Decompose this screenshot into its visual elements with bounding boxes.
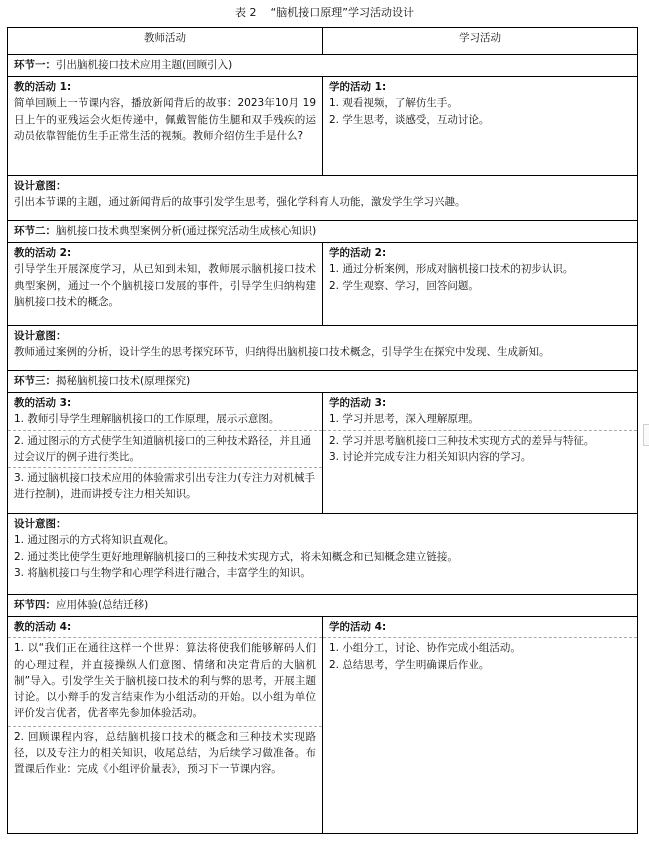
teacher-activity-item: 2. 通过图示的方式使学生知道脑机接口的三种技术路径，并且通过会议厅的例子进行类比。	[8, 430, 322, 466]
student-activity-item: 2. 学生观察、学习，回答问题。	[329, 279, 479, 292]
design-intent-row-3	[8, 514, 638, 595]
teacher-activity-text: 引导学生开展深度学习，从已知到未知，教师展示脑机接口技术典型案例，通过一个个脑机接口发展的事件，引导学生归纳构建脑机接口技术的概念。	[14, 263, 316, 308]
student-activity-item: 1. 观看视频，了解仿生手。	[329, 97, 458, 110]
table-header-row	[8, 28, 638, 55]
teacher-activity-cell	[8, 243, 323, 326]
student-activity-item: 1. 学习并思考，深入理解原理。	[329, 413, 479, 426]
design-intent-title: 设计意图：	[14, 518, 67, 530]
student-activity-title: 学的活动 2:	[329, 247, 387, 259]
stage-row-3	[8, 371, 638, 393]
column-header-teacher: 教师活动	[8, 28, 323, 55]
activity-design-table	[7, 27, 638, 834]
stage-title: 引出脑机接口技术应用主题(回顾引入)	[56, 59, 233, 71]
activity-row-1	[8, 77, 638, 176]
teacher-activity-title: 教的活动 2:	[14, 247, 72, 259]
activity-row-4	[8, 617, 638, 834]
activity-row-2	[8, 243, 638, 326]
activity-row-3	[8, 393, 638, 514]
stage-title: 揭秘脑机接口技术(原理探究)	[56, 375, 191, 387]
design-intent-text: 引出本节课的主题，通过新闻背后的故事引发学生思考，强化学科育人功能，激发学生学习兴趣。	[14, 196, 466, 209]
stage-title: 脑机接口技术典型案例分析(通过探究活动生成核心知识)	[56, 225, 317, 237]
student-activity-cell	[323, 243, 638, 326]
student-activity-title: 学的活动 4:	[329, 621, 387, 633]
teacher-activity-item: 3. 通过脑机接口技术应用的体验需求引出专注力(专注力对机械手进行控制)，进而讲授专注力相关知识。	[8, 467, 322, 503]
stage-title: 应用体验(总结迁移)	[56, 599, 149, 611]
student-activity-item: 1. 小组分工，讨论、协作完成小组活动。	[323, 637, 637, 656]
stage-label: 环节二：	[14, 225, 56, 237]
student-activity-item: 1. 通过分析案例，形成对脑机接口技术的初步认识。	[329, 263, 574, 276]
teacher-activity-title: 教的活动 1:	[14, 81, 72, 93]
student-activity-title: 学的活动 1:	[329, 81, 387, 93]
student-activity-cell	[323, 393, 638, 514]
student-activity-item: 2. 学生思考，谈感受，互动讨论。	[329, 113, 490, 126]
stage-label: 环节三：	[14, 375, 56, 387]
student-activity-title: 学的活动 3:	[329, 397, 387, 409]
teacher-activity-item: 2. 回顾课程内容，总结脑机接口技术的概念和三种技术实现路径，以及专注力的相关知识，收尾总结，为后续学习做准备。布置课后作业：完成《小组评价量表》，预习下一节课内容。	[8, 726, 322, 778]
stage-row-1	[8, 55, 638, 77]
teacher-activity-item: 1. 以“我们正在通往这样一个世界：算法将使我们能够解码人们的心理过程，并直接操纵人们意图、情绪和决定背后的大脑机制”导入。引发学生关于脑机接口技术的利与弊的思考，开展主题讨论。以小辩手的发言结束作为小组活动的开始。以小组为单位评价发言优者，优者率先参加体验活动。	[8, 637, 322, 721]
teacher-activity-cell	[8, 393, 323, 514]
page-edge-marker	[643, 424, 649, 446]
student-activity-item: 2. 总结思考，学生明确课后作业。	[329, 658, 490, 671]
teacher-activity-item: 1. 教师引导学生理解脑机接口的工作原理，展示示意图。	[14, 413, 280, 426]
table-title: “脑机接口原理”学习活动设计	[270, 6, 414, 19]
stage-label: 环节四：	[14, 599, 56, 611]
design-intent-row-2	[8, 326, 638, 371]
table-caption	[0, 4, 649, 22]
teacher-activity-title: 教的活动 3:	[14, 397, 72, 409]
column-header-student: 学习活动	[323, 28, 638, 55]
design-intent-item: 3. 将脑机接口与生物学和心理学科进行融合，丰富学生的知识。	[14, 566, 311, 579]
stage-row-4	[8, 595, 638, 617]
design-intent-item: 2. 通过类比使学生更好地理解脑机接口的三种技术实现方式，将未知概念和已知概念建立链接。	[14, 550, 458, 563]
stage-row-2	[8, 221, 638, 243]
teacher-activity-text: 简单回顾上一节课内容，播放新闻背后的故事：2023年10月 19 日上午的亚残运会火炬传递中，佩戴智能仿生腿和双手残疾的运动员依靠智能仿生手正常生活的视频。教师介绍仿生手是什么?	[14, 97, 316, 142]
design-intent-item: 1. 通过图示的方式将知识直观化。	[14, 534, 175, 547]
student-activity-item: 3. 讨论并完成专注力相关知识内容的学习。	[329, 450, 532, 463]
teacher-activity-cell	[8, 617, 323, 834]
student-activity-cell	[323, 77, 638, 176]
student-activity-item: 2. 学习并思考脑机接口三种技术实现方式的差异与特征。	[323, 430, 637, 449]
table-number: 表 2	[235, 6, 257, 19]
design-intent-title: 设计意图：	[14, 330, 67, 342]
stage-label: 环节一：	[14, 59, 56, 71]
design-intent-row-1	[8, 176, 638, 221]
design-intent-title: 设计意图：	[14, 180, 67, 192]
teacher-activity-cell	[8, 77, 323, 176]
student-activity-cell	[323, 617, 638, 834]
design-intent-text: 教师通过案例的分析，设计学生的思考探究环节，归纳得出脑机接口技术概念，引导学生在探究中发现、生成新知。	[14, 346, 550, 359]
teacher-activity-title: 教的活动 4:	[14, 621, 72, 633]
